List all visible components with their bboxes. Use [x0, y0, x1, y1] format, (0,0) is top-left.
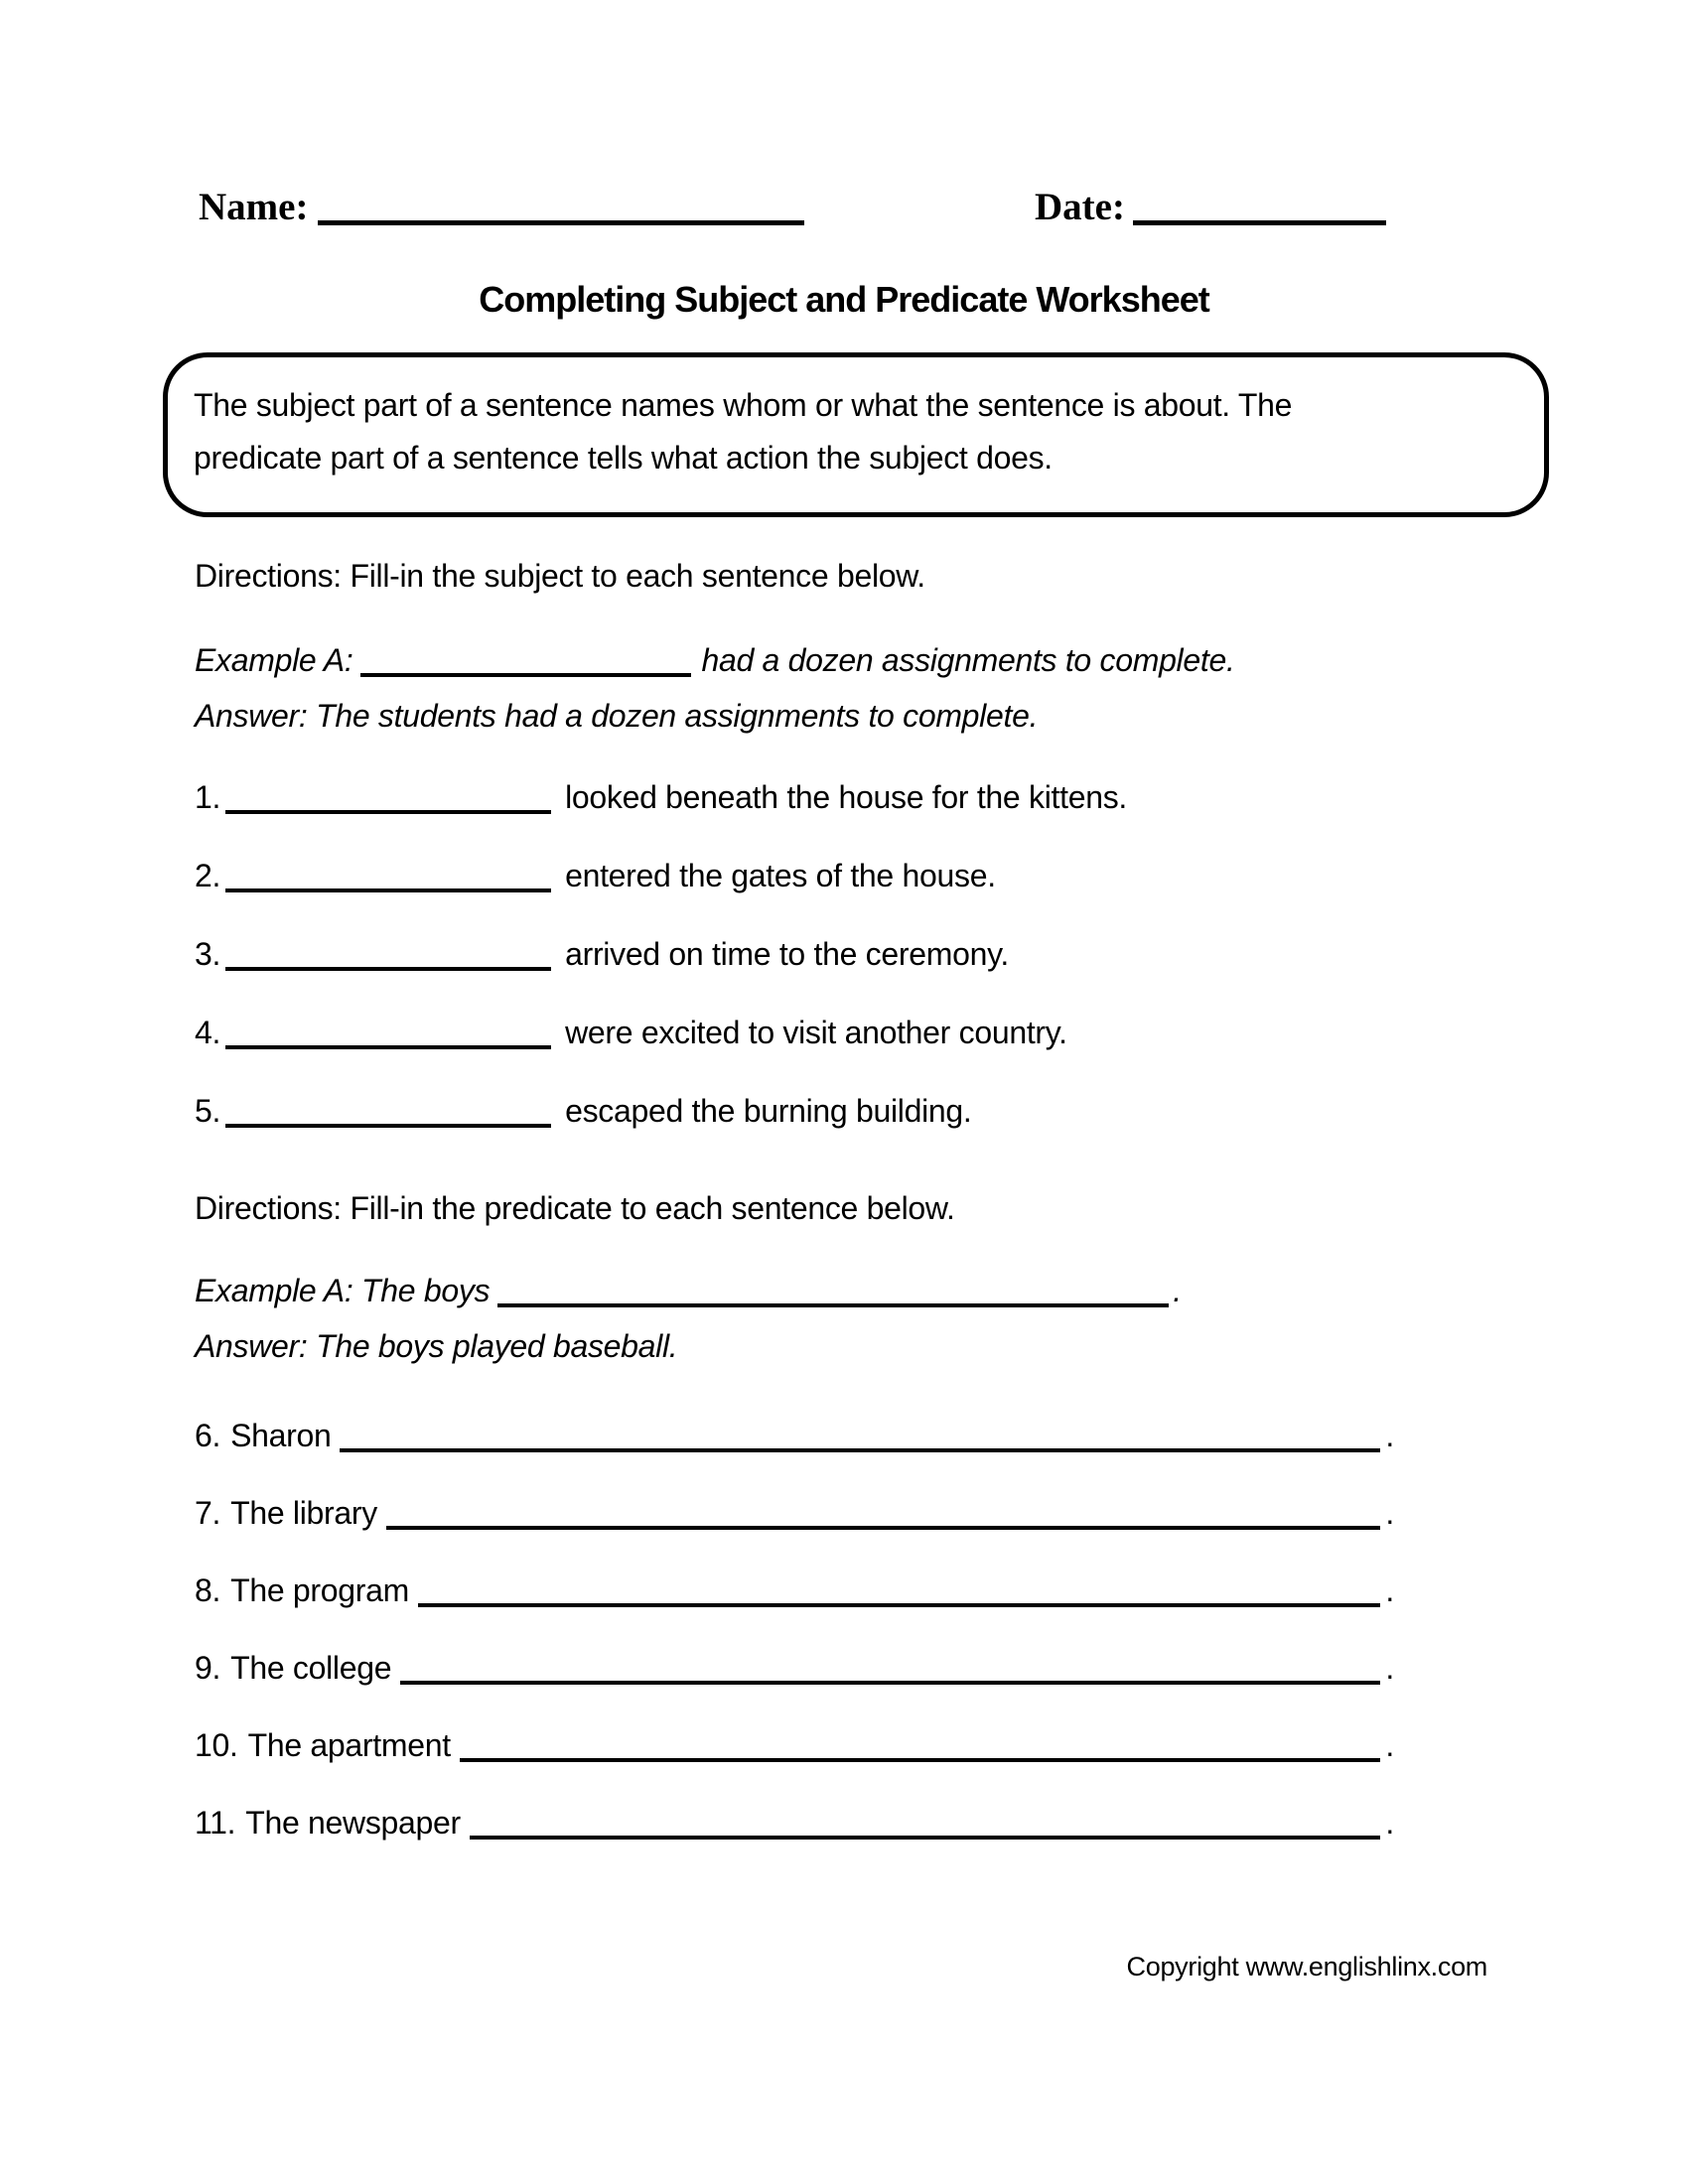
fill-in-blank — [225, 810, 551, 814]
item-number: 1. — [195, 779, 221, 815]
item-subject: The apartment — [247, 1727, 451, 1763]
example-label: Example A: — [195, 642, 353, 678]
item-period: . — [1385, 1572, 1394, 1608]
fill-in-blank — [460, 1758, 1381, 1762]
date-field-group — [1035, 185, 1386, 229]
list-item — [195, 1013, 1127, 1059]
subject-example-answer: Answer: The students had a dozen assignments to complete. — [195, 698, 1039, 734]
item-number: 8. — [195, 1572, 221, 1608]
predicate-items-list — [195, 1409, 1394, 1873]
item-number: 2. — [195, 858, 221, 893]
list-item — [195, 1486, 1394, 1533]
list-item — [195, 1718, 1394, 1765]
fill-in-blank — [470, 1836, 1381, 1840]
item-subject: The library — [230, 1495, 377, 1531]
item-text: escaped the burning building. — [565, 1093, 972, 1129]
item-text: were excited to visit another country. — [565, 1015, 1067, 1050]
copyright-text: Copyright www.englishlinx.com — [1126, 1952, 1487, 1981]
item-subject: The program — [230, 1572, 409, 1608]
list-item — [195, 1641, 1394, 1688]
name-field-group — [199, 185, 804, 229]
fill-in-blank — [225, 1124, 551, 1128]
fill-in-blank — [340, 1448, 1380, 1452]
item-number: 5. — [195, 1093, 221, 1129]
item-number: 4. — [195, 1015, 221, 1050]
list-item — [195, 1796, 1394, 1843]
list-item — [195, 1564, 1394, 1610]
fill-in-blank — [400, 1681, 1380, 1685]
fill-in-blank — [386, 1526, 1380, 1530]
name-blank-line — [318, 220, 804, 225]
example-text: had a dozen assignments to complete. — [701, 642, 1235, 678]
item-text: looked beneath the house for the kittens. — [565, 779, 1127, 815]
fill-in-blank — [418, 1603, 1380, 1607]
item-period: . — [1385, 1805, 1394, 1841]
fill-in-blank — [225, 967, 551, 971]
date-blank-line — [1133, 220, 1386, 225]
list-item — [195, 934, 1127, 981]
example-blank-line — [497, 1303, 1169, 1307]
item-subject: The newspaper — [245, 1805, 461, 1841]
definition-box — [163, 352, 1549, 517]
page-title: Completing Subject and Predicate Worksheet — [479, 279, 1209, 320]
item-subject: Sharon — [230, 1418, 332, 1453]
predicate-directions: Directions: Fill-in the predicate to each sentence below. — [195, 1190, 955, 1226]
header-row — [199, 185, 1688, 248]
list-item — [195, 777, 1127, 824]
list-item — [195, 856, 1127, 902]
definition-text: The subject part of a sentence names whom or what the sentence is about. The predicate part of a sentence tells what action the subject does. — [194, 387, 1293, 476]
item-subject: The college — [230, 1650, 392, 1686]
subject-directions: Directions: Fill-in the subject to each sentence below. — [195, 558, 925, 594]
item-period: . — [1385, 1495, 1394, 1531]
item-number: 6. — [195, 1418, 221, 1453]
item-period: . — [1385, 1418, 1394, 1453]
example-label: Example A: The boys — [195, 1273, 491, 1308]
fill-in-blank — [225, 888, 551, 892]
list-item — [195, 1091, 1127, 1138]
item-text: arrived on time to the ceremony. — [565, 936, 1009, 972]
item-number: 10. — [195, 1727, 238, 1763]
example-period: . — [1173, 1273, 1182, 1308]
example-blank-line — [360, 673, 691, 677]
name-label: Name: — [199, 186, 309, 228]
item-number: 3. — [195, 936, 221, 972]
item-number: 7. — [195, 1495, 221, 1531]
item-text: entered the gates of the house. — [565, 858, 996, 893]
predicate-example-answer: Answer: The boys played baseball. — [195, 1328, 678, 1364]
date-label: Date: — [1035, 186, 1125, 228]
subject-items-list — [195, 777, 1127, 1169]
fill-in-blank — [225, 1045, 551, 1049]
item-number: 9. — [195, 1650, 221, 1686]
item-period: . — [1385, 1650, 1394, 1686]
item-number: 11. — [195, 1805, 236, 1841]
item-period: . — [1385, 1727, 1394, 1763]
predicate-example-row — [195, 1271, 1182, 1310]
list-item — [195, 1409, 1394, 1455]
subject-example-row — [195, 640, 1235, 680]
